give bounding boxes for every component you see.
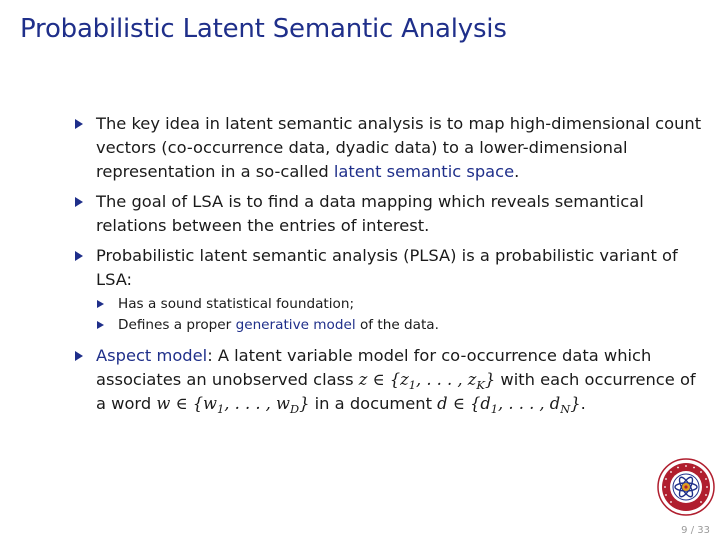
sub-bullet-text: Has a sound statistical foundation; [118,296,355,312]
bullet-text: The goal of LSA is to find a data mapping which reveals semantical relations between the entries of interest. [96,192,644,235]
slide-title: Probabilistic Latent Semantic Analysis [20,14,507,44]
bullet-triangle-icon [75,351,83,361]
math-class-set: z ∈ {$z_1$, . . . , $z_K$} [358,370,496,392]
math-word-set: w ∈ {$w_1$, . . . , $w_D$} [156,394,310,416]
bullet-triangle-icon [75,197,83,207]
bullet-item-plsa [74,244,704,336]
bullet-text: with each occurrence of a word [96,370,696,413]
bullet-triangle-icon [75,119,83,129]
sub-bullet-item [96,315,704,336]
sub-bullet-triangle-icon [97,321,104,329]
sub-bullet-text: Defines a proper [118,317,236,333]
university-seal-logo [657,458,715,516]
math-document-set: d ∈ {$d_1$, . . . , $d_N$} [437,394,581,416]
sub-bullet-text: of the data. [355,317,439,333]
bullet-text: The key idea in latent semantic analysis is to map high-dimensional count vectors (co-occurrence data, dyadic data) to a lower-dimensional representation in a so-called [96,114,702,181]
highlight-term: latent semantic space [333,162,515,181]
bullet-item-lsa-goal [74,190,704,238]
sub-bullet-triangle-icon [97,300,104,308]
bullet-item-lsa-idea [74,112,704,184]
bullet-text: : A latent variable model for co-occurrence data which associates an unobserved class [96,346,652,389]
highlight-term: Aspect model [96,346,208,365]
bullet-text: Probabilistic latent semantic analysis (PLSA) is a probabilistic variant of LSA: [96,246,678,289]
sub-bullet-item [96,294,704,315]
bullet-item-aspect-model [74,344,704,416]
slide-content [74,112,704,422]
bullet-triangle-icon [75,251,83,261]
punctuation: . [580,394,586,413]
page-number: 9 / 33 [681,525,710,536]
bullet-text: in a document [309,394,438,413]
highlight-term: generative model [235,317,356,333]
sub-list [96,294,704,336]
punctuation: . [514,162,520,181]
